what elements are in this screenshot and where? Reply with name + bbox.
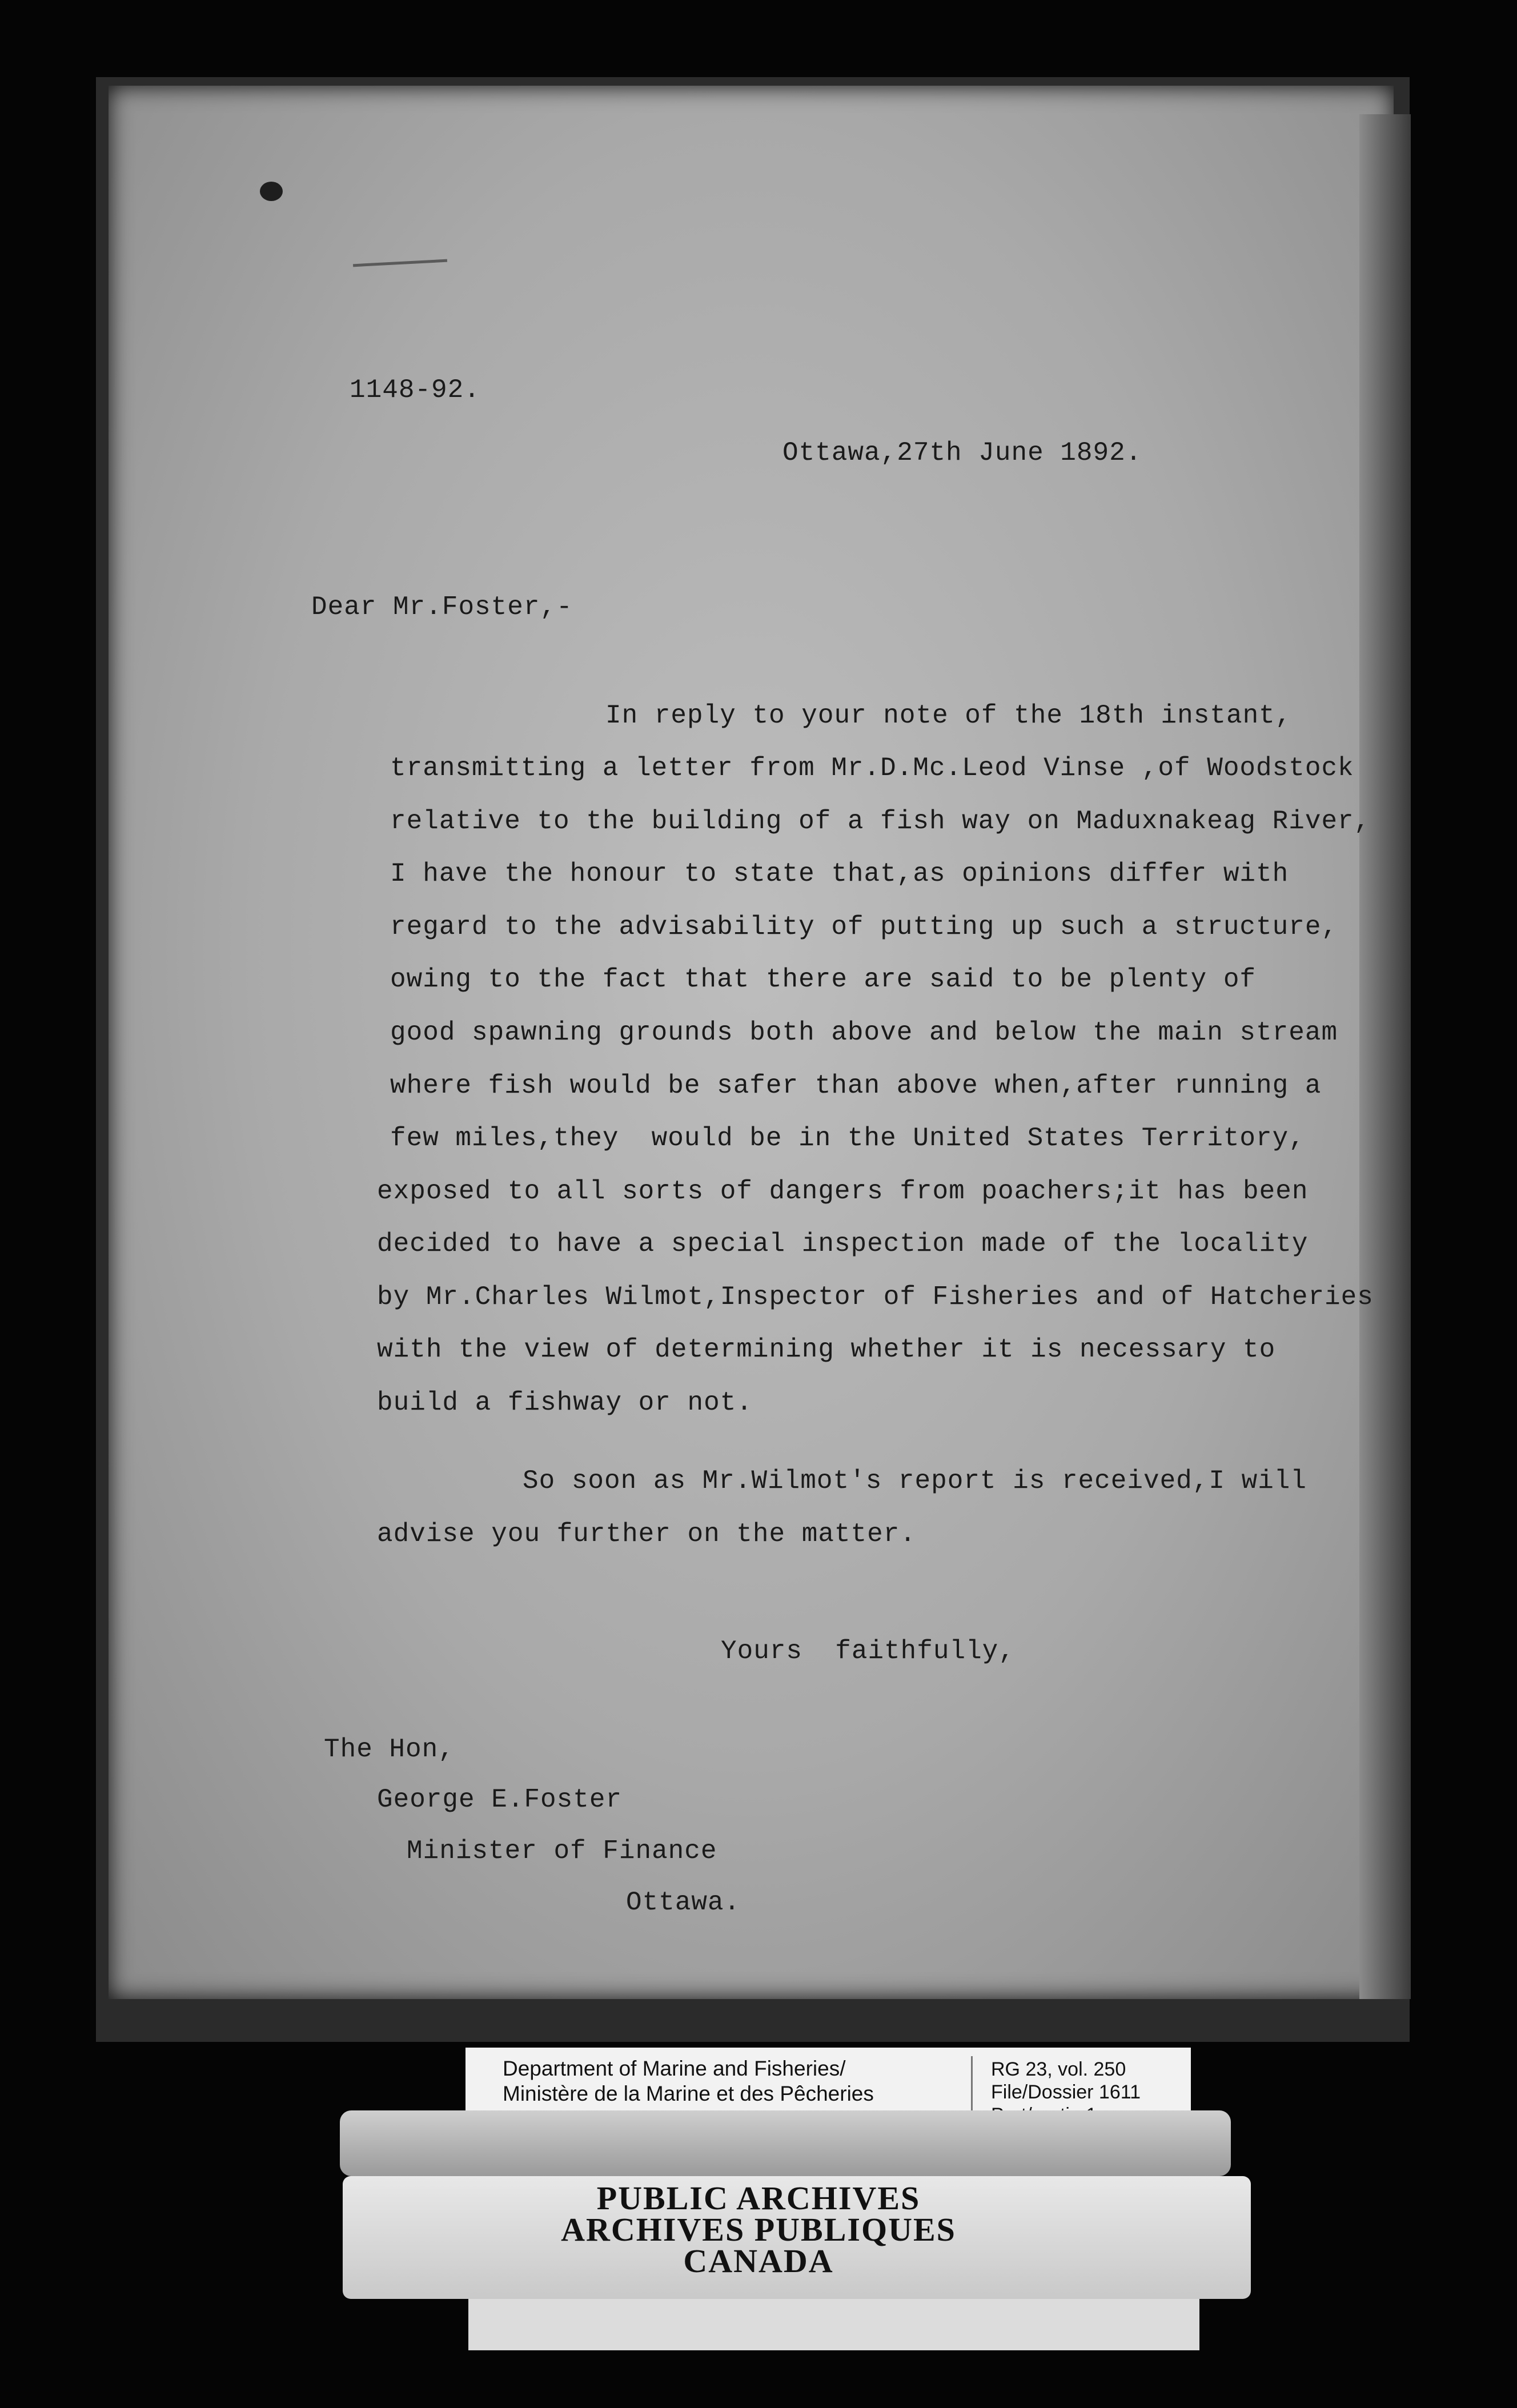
department-line: Department of Marine and Fisheries/ — [503, 2057, 846, 2080]
recipient-city: Ottawa. — [626, 1888, 741, 1917]
recipient-title: The Hon, — [324, 1735, 455, 1764]
archive-stamp-line: PUBLIC ARCHIVES — [596, 2180, 921, 2217]
body-line: with the view of determining whether it is necessary to — [377, 1335, 1276, 1364]
body-line: few miles,they would be in the United States Territory, — [390, 1123, 1305, 1153]
body-line: advise you further on the matter. — [377, 1519, 916, 1549]
body-line: exposed to all sorts of dangers from poachers;it has been — [377, 1177, 1309, 1206]
body-line: owing to the fact that there are said to be plenty of — [390, 965, 1257, 994]
reference-line: File/Dossier 1611 — [991, 2081, 1141, 2103]
recipient-office: Minister of Finance — [407, 1836, 717, 1866]
file-number: 1148-92. — [350, 375, 480, 405]
body-line: by Mr.Charles Wilmot,Inspector of Fisheries and of Hatcheries — [377, 1282, 1374, 1312]
department-label — [503, 2056, 874, 2106]
body-line: So soon as Mr.Wilmot's report is received,I will — [523, 1466, 1307, 1496]
archive-stamp-line: ARCHIVES PUBLIQUES — [561, 2211, 956, 2248]
body-line: transmitting a letter from Mr.D.Mc.Leod Vinse ,of Woodstock — [390, 753, 1354, 783]
body-line: In reply to your note of the 18th instant, — [605, 701, 1292, 731]
archive-stamp-line: CANADA — [683, 2242, 834, 2279]
body-line: relative to the building of a fish way on Maduxnakeag River, — [390, 806, 1371, 836]
recipient-name: George E.Foster — [377, 1785, 623, 1815]
page-curl — [1359, 114, 1411, 1999]
body-line: decided to have a special inspection made of the locality — [377, 1229, 1309, 1259]
body-line: regard to the advisability of putting up such a structure, — [390, 912, 1338, 942]
body-line: where fish would be safer than above when,after running a — [390, 1071, 1322, 1101]
archive-stamp-base — [468, 2299, 1199, 2350]
reference-line: RG 23, vol. 250 — [991, 2058, 1126, 2080]
salutation: Dear Mr.Foster,- — [311, 592, 573, 622]
body-line: good spawning grounds both above and below the main stream — [390, 1018, 1338, 1048]
film-holder-bar — [340, 2110, 1231, 2176]
punch-hole — [260, 182, 283, 201]
body-line: build a fishway or not. — [377, 1388, 753, 1418]
body-line: I have the honour to state that,as opinions differ with — [390, 859, 1289, 889]
department-line: Ministère de la Marine et des Pêcheries — [503, 2082, 874, 2105]
closing: Yours faithfully, — [721, 1636, 1015, 1666]
letter-date: Ottawa,27th June 1892. — [782, 438, 1142, 468]
